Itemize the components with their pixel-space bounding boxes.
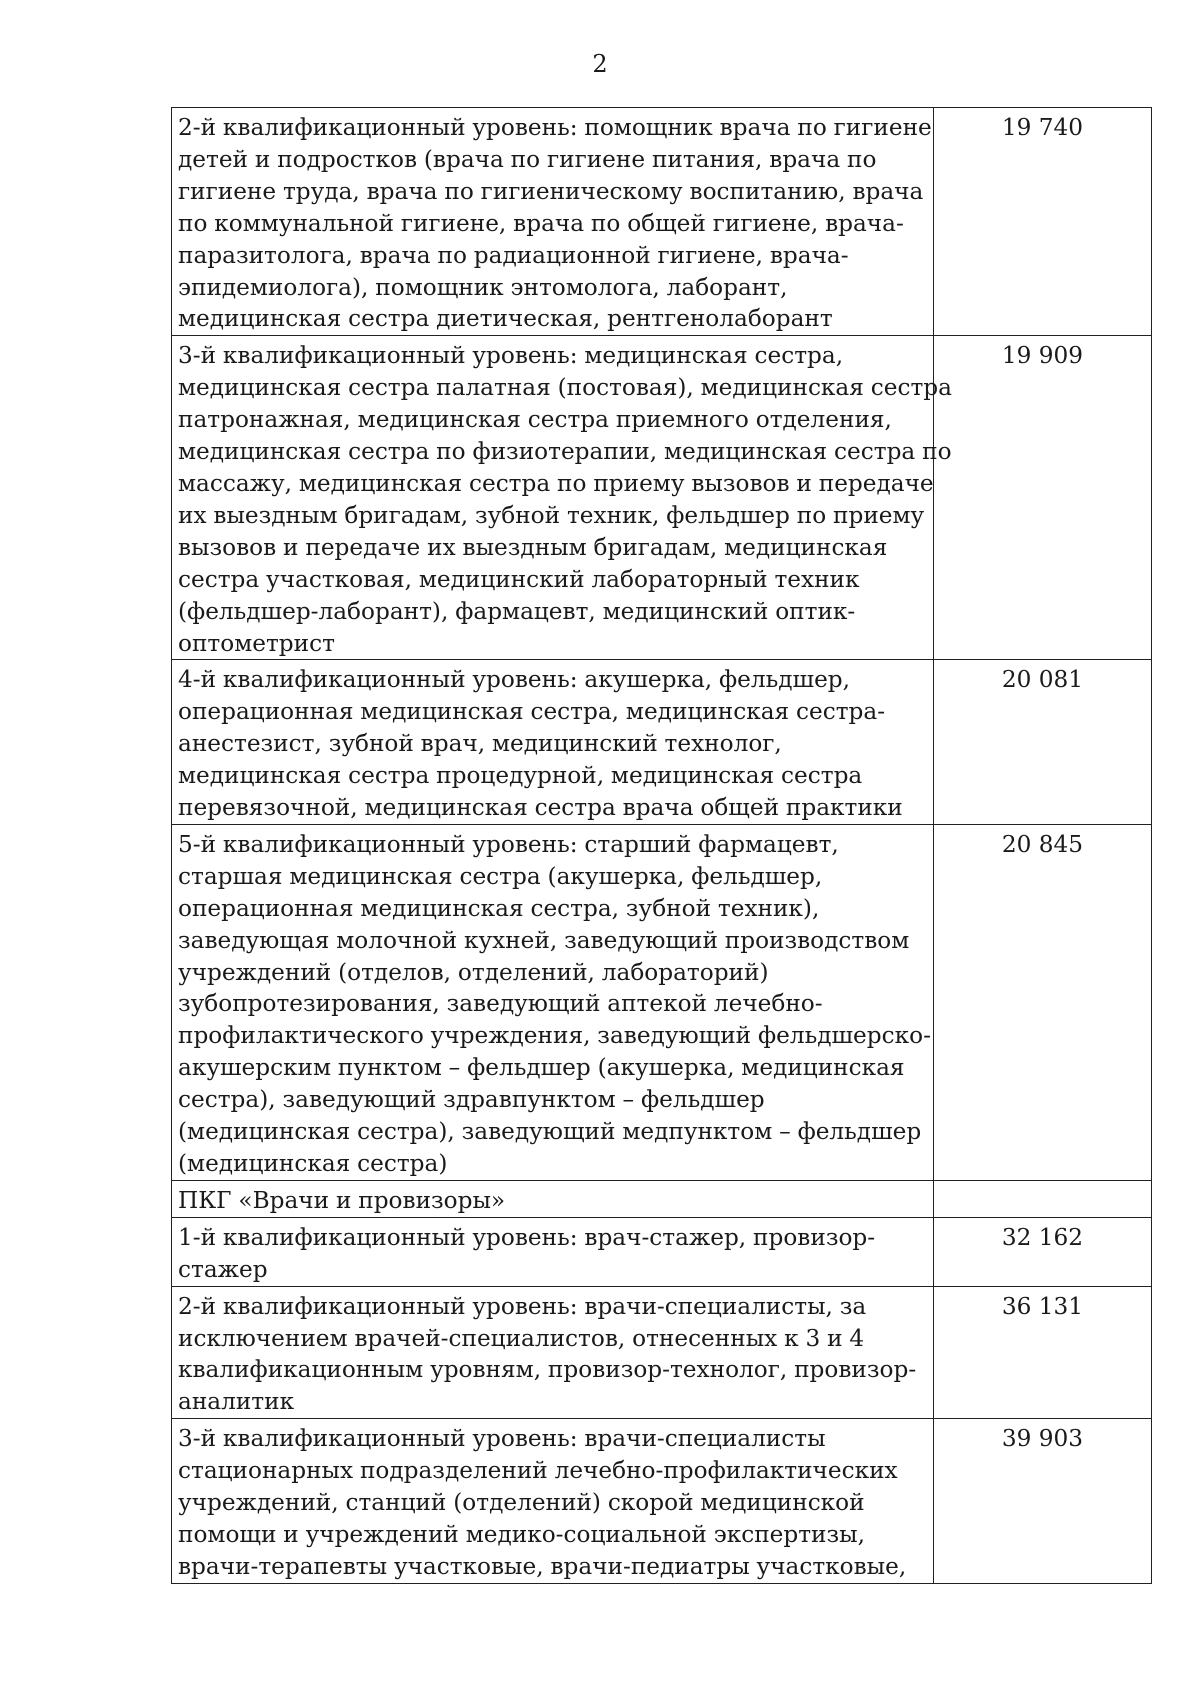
table-row: [172, 336, 1152, 660]
page-number: 2: [592, 50, 608, 78]
description-line: перевязочной, медицинская сестра врача общей практики: [178, 794, 903, 822]
description-line: 1-й квалификационный уровень: врач-стажер, провизор-: [178, 1223, 876, 1251]
description-line: исключением врачей-специалистов, отнесенных к 3 и 4: [178, 1324, 865, 1352]
description-line: эпидемиолога), помощник энтомолога, лаборант,: [178, 273, 788, 301]
qualification-level-description: [172, 1286, 934, 1419]
description-line: вызовов и передаче их выездным бригадам, медицинская: [178, 533, 888, 561]
description-line: учреждений (отделов, отделений, лабораторий): [178, 958, 769, 986]
description-line: сестра участковая, медицинский лабораторный техник: [178, 565, 860, 593]
description-line: 5-й квалификационный уровень: старший фармацевт,: [178, 830, 839, 858]
table-row: [172, 1217, 1152, 1286]
qualification-level-description: [172, 1217, 934, 1286]
description-line: анестезист, зубной врач, медицинский технолог,: [178, 730, 782, 758]
qualification-level-description: [172, 824, 934, 1180]
description-line: 3-й квалификационный уровень: медицинская сестра,: [178, 342, 844, 370]
description-line: операционная медицинская сестра, зубной техник),: [178, 894, 820, 922]
salary-value: [934, 1180, 1152, 1217]
description-line: (медицинская сестра): [178, 1150, 448, 1177]
description-line: паразитолога, врача по радиационной гигиене, врача-: [178, 241, 849, 269]
description-line: (медицинская сестра), заведующий медпунктом – фельдшер: [178, 1118, 922, 1146]
qualification-level-description: [172, 660, 934, 825]
description-line: профилактического учреждения, заведующий фельдшерско-: [178, 1022, 931, 1050]
table-row: [172, 1419, 1152, 1584]
description-line: (фельдшер-лаборант), фармацевт, медицинский оптик-: [178, 597, 856, 625]
description-line: учреждений, станций (отделений) скорой медицинской: [178, 1489, 865, 1517]
qualification-level-description: [172, 108, 934, 336]
description-line: оптометрист: [178, 629, 335, 657]
salary-value: 19 909: [934, 336, 1152, 660]
description-line: стационарных подразделений лечебно-профилактических: [178, 1457, 898, 1485]
description-line: медицинская сестра палатная (постовая), медицинская сестра: [178, 374, 952, 402]
description-line: старшая медицинская сестра (акушерка, фельдшер,: [178, 862, 823, 890]
table-body: [172, 108, 1152, 1584]
description-line: патронажная, медицинская сестра приемного отделения,: [178, 406, 892, 434]
description-line: 2-й квалификационный уровень: врачи-специалисты, за: [178, 1292, 867, 1320]
salary-value: 20 845: [934, 824, 1152, 1180]
description-line: стажер: [178, 1255, 268, 1283]
salary-value: 20 081: [934, 660, 1152, 825]
description-line: медицинская сестра диетическая, рентгенолаборант: [178, 305, 833, 333]
description-line: массажу, медицинская сестра по приему вызовов и передаче: [178, 469, 934, 497]
salary-value: 36 131: [934, 1286, 1152, 1419]
salary-value: 32 162: [934, 1217, 1152, 1286]
description-line: акушерским пунктом – фельдшер (акушерка, медицинская: [178, 1054, 905, 1082]
description-line: зубопротезирования, заведующий аптекой лечебно-: [178, 990, 823, 1018]
description-line: их выездным бригадам, зубной техник, фельдшер по приему: [178, 501, 925, 529]
description-line: врачи-терапевты участковые, врачи-педиатры участковые,: [178, 1552, 907, 1580]
qualification-level-description: [172, 1180, 934, 1217]
description-line: заведующая молочной кухней, заведующий производством: [178, 926, 910, 954]
description-line: по коммунальной гигиене, врача по общей гигиене, врача-: [178, 209, 904, 237]
table-row: [172, 108, 1152, 336]
description-line: 3-й квалификационный уровень: врачи-специалисты: [178, 1425, 826, 1453]
description-line: сестра), заведующий здравпунктом – фельдшер: [178, 1086, 765, 1114]
qualification-level-description: [172, 336, 952, 660]
description-line: аналитик: [178, 1388, 295, 1416]
qualification-level-description: [172, 1419, 934, 1584]
description-line: 4-й квалификационный уровень: акушерка, фельдшер,: [178, 666, 851, 694]
description-line: гигиене труда, врача по гигиеническому воспитанию, врача: [178, 177, 924, 205]
description-line: медицинская сестра процедурной, медицинская сестра: [178, 762, 863, 790]
table-row: [172, 824, 1152, 1180]
description-line: ПКГ «Врачи и провизоры»: [178, 1186, 506, 1214]
salary-value: 39 903: [934, 1419, 1152, 1584]
description-line: детей и подростков (врача по гигиене питания, врача по: [178, 145, 877, 173]
description-line: 2-й квалификационный уровень: помощник врача по гигиене: [178, 114, 932, 141]
salary-value: 19 740: [934, 108, 1152, 336]
table-row: [172, 1180, 1152, 1217]
description-line: медицинская сестра по физиотерапии, медицинская сестра по: [178, 438, 952, 466]
table-row: [172, 1286, 1152, 1419]
description-line: операционная медицинская сестра, медицинская сестра-: [178, 698, 886, 726]
table-row: [172, 660, 1152, 825]
description-line: квалификационным уровням, провизор-технолог, провизор-: [178, 1356, 917, 1384]
salary-table: [171, 107, 1152, 1584]
description-line: помощи и учреждений медико-социальной экспертизы,: [178, 1520, 865, 1548]
